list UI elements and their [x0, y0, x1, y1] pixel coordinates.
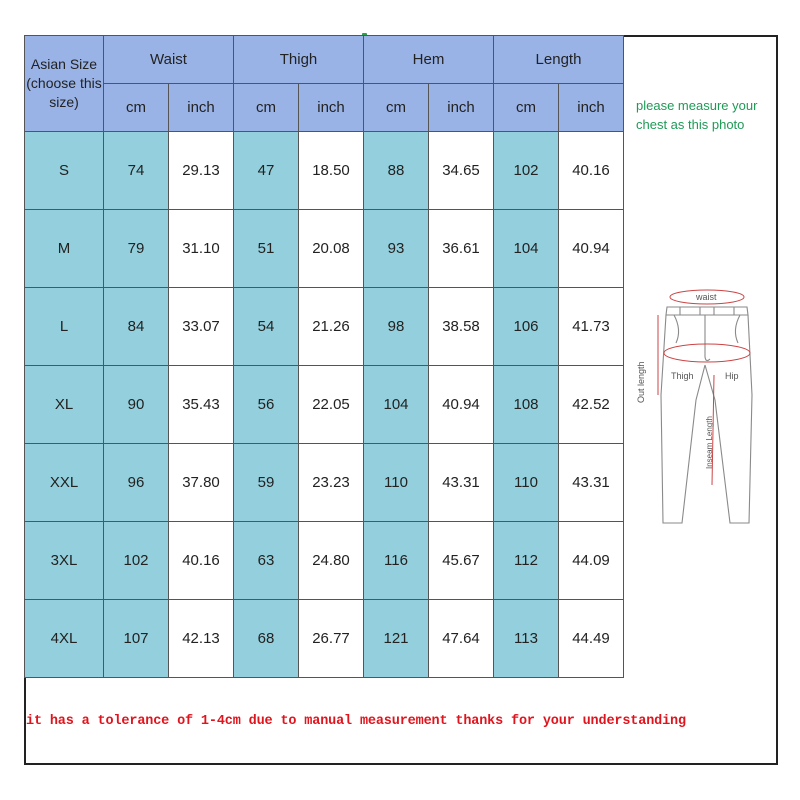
inch-value-cell: 43.31	[429, 444, 494, 522]
cm-value-cell: 108	[494, 366, 559, 444]
size-cell: L	[25, 288, 104, 366]
inseam-label: Inseam Length	[705, 416, 714, 469]
size-cell: XXL	[25, 444, 104, 522]
size-cell: S	[25, 132, 104, 210]
cm-value-cell: 93	[364, 210, 429, 288]
hip-measure-ellipse	[664, 344, 750, 362]
corner-header: Asian Size (choose this size)	[25, 36, 104, 132]
header-length: Length	[494, 36, 624, 84]
cm-value-cell: 121	[364, 600, 429, 678]
cm-value-cell: 84	[104, 288, 169, 366]
pants-left-leg	[661, 315, 705, 523]
cm-value-cell: 96	[104, 444, 169, 522]
cm-value-cell: 63	[234, 522, 299, 600]
thigh-label: Thigh	[671, 371, 694, 381]
pants-fly	[705, 315, 710, 361]
pants-left-pocket	[674, 315, 679, 343]
size-cell: 4XL	[25, 600, 104, 678]
inch-value-cell: 41.73	[559, 288, 624, 366]
inch-value-cell: 42.13	[169, 600, 234, 678]
inch-value-cell: 18.50	[299, 132, 364, 210]
inch-value-cell: 44.49	[559, 600, 624, 678]
cm-value-cell: 104	[364, 366, 429, 444]
hip-label: Hip	[725, 371, 739, 381]
header-waist: Waist	[104, 36, 234, 84]
inch-value-cell: 20.08	[299, 210, 364, 288]
unit-header: inch	[299, 84, 364, 132]
unit-header: cm	[364, 84, 429, 132]
inch-value-cell: 35.43	[169, 366, 234, 444]
unit-header: cm	[234, 84, 299, 132]
inch-value-cell: 37.80	[169, 444, 234, 522]
table-row	[25, 132, 624, 210]
pants-waistband	[666, 307, 748, 315]
pants-right-pocket	[735, 315, 740, 343]
cm-value-cell: 68	[234, 600, 299, 678]
size-cell: XL	[25, 366, 104, 444]
cm-value-cell: 74	[104, 132, 169, 210]
inch-value-cell: 38.58	[429, 288, 494, 366]
inch-value-cell: 34.65	[429, 132, 494, 210]
size-cell: 3XL	[25, 522, 104, 600]
inch-value-cell: 31.10	[169, 210, 234, 288]
cm-value-cell: 104	[494, 210, 559, 288]
inch-value-cell: 36.61	[429, 210, 494, 288]
cm-value-cell: 98	[364, 288, 429, 366]
unit-header: inch	[559, 84, 624, 132]
inch-value-cell: 40.94	[429, 366, 494, 444]
cm-value-cell: 90	[104, 366, 169, 444]
cm-value-cell: 51	[234, 210, 299, 288]
cm-value-cell: 47	[234, 132, 299, 210]
cm-value-cell: 116	[364, 522, 429, 600]
inch-value-cell: 47.64	[429, 600, 494, 678]
size-cell: M	[25, 210, 104, 288]
measure-note: please measure your chest as this photo	[636, 98, 758, 132]
inch-value-cell: 44.09	[559, 522, 624, 600]
unit-header: inch	[429, 84, 494, 132]
cm-value-cell: 102	[494, 132, 559, 210]
header-thigh: Thigh	[234, 36, 364, 84]
table-row	[25, 600, 624, 678]
pants-measurement-diagram	[630, 285, 780, 530]
size-table	[24, 35, 624, 678]
inch-value-cell: 26.77	[299, 600, 364, 678]
cm-value-cell: 79	[104, 210, 169, 288]
cm-value-cell: 113	[494, 600, 559, 678]
inch-value-cell: 43.31	[559, 444, 624, 522]
inch-value-cell: 45.67	[429, 522, 494, 600]
inch-value-cell: 23.23	[299, 444, 364, 522]
table-row	[25, 444, 624, 522]
cm-value-cell: 110	[494, 444, 559, 522]
table-row	[25, 366, 624, 444]
out-length-label: Out length	[636, 361, 646, 403]
tolerance-notice: it has a tolerance of 1-4cm due to manual measurement thanks for your understanding	[26, 714, 686, 729]
table-row	[25, 522, 624, 600]
unit-header: inch	[169, 84, 234, 132]
unit-header: cm	[494, 84, 559, 132]
cm-value-cell: 106	[494, 288, 559, 366]
pants-belt-loops	[680, 307, 734, 315]
inch-value-cell: 42.52	[559, 366, 624, 444]
inch-value-cell: 24.80	[299, 522, 364, 600]
inch-value-cell: 22.05	[299, 366, 364, 444]
inch-value-cell: 33.07	[169, 288, 234, 366]
unit-header: cm	[104, 84, 169, 132]
cm-value-cell: 54	[234, 288, 299, 366]
cm-value-cell: 88	[364, 132, 429, 210]
cm-value-cell: 110	[364, 444, 429, 522]
cm-value-cell: 102	[104, 522, 169, 600]
inch-value-cell: 29.13	[169, 132, 234, 210]
table-row	[25, 210, 624, 288]
inch-value-cell: 40.16	[169, 522, 234, 600]
inch-value-cell: 21.26	[299, 288, 364, 366]
cm-value-cell: 56	[234, 366, 299, 444]
inch-value-cell: 40.16	[559, 132, 624, 210]
cm-value-cell: 59	[234, 444, 299, 522]
inch-value-cell: 40.94	[559, 210, 624, 288]
cm-value-cell: 112	[494, 522, 559, 600]
header-hem: Hem	[364, 36, 494, 84]
waist-label: waist	[696, 292, 717, 302]
table-row	[25, 288, 624, 366]
cm-value-cell: 107	[104, 600, 169, 678]
